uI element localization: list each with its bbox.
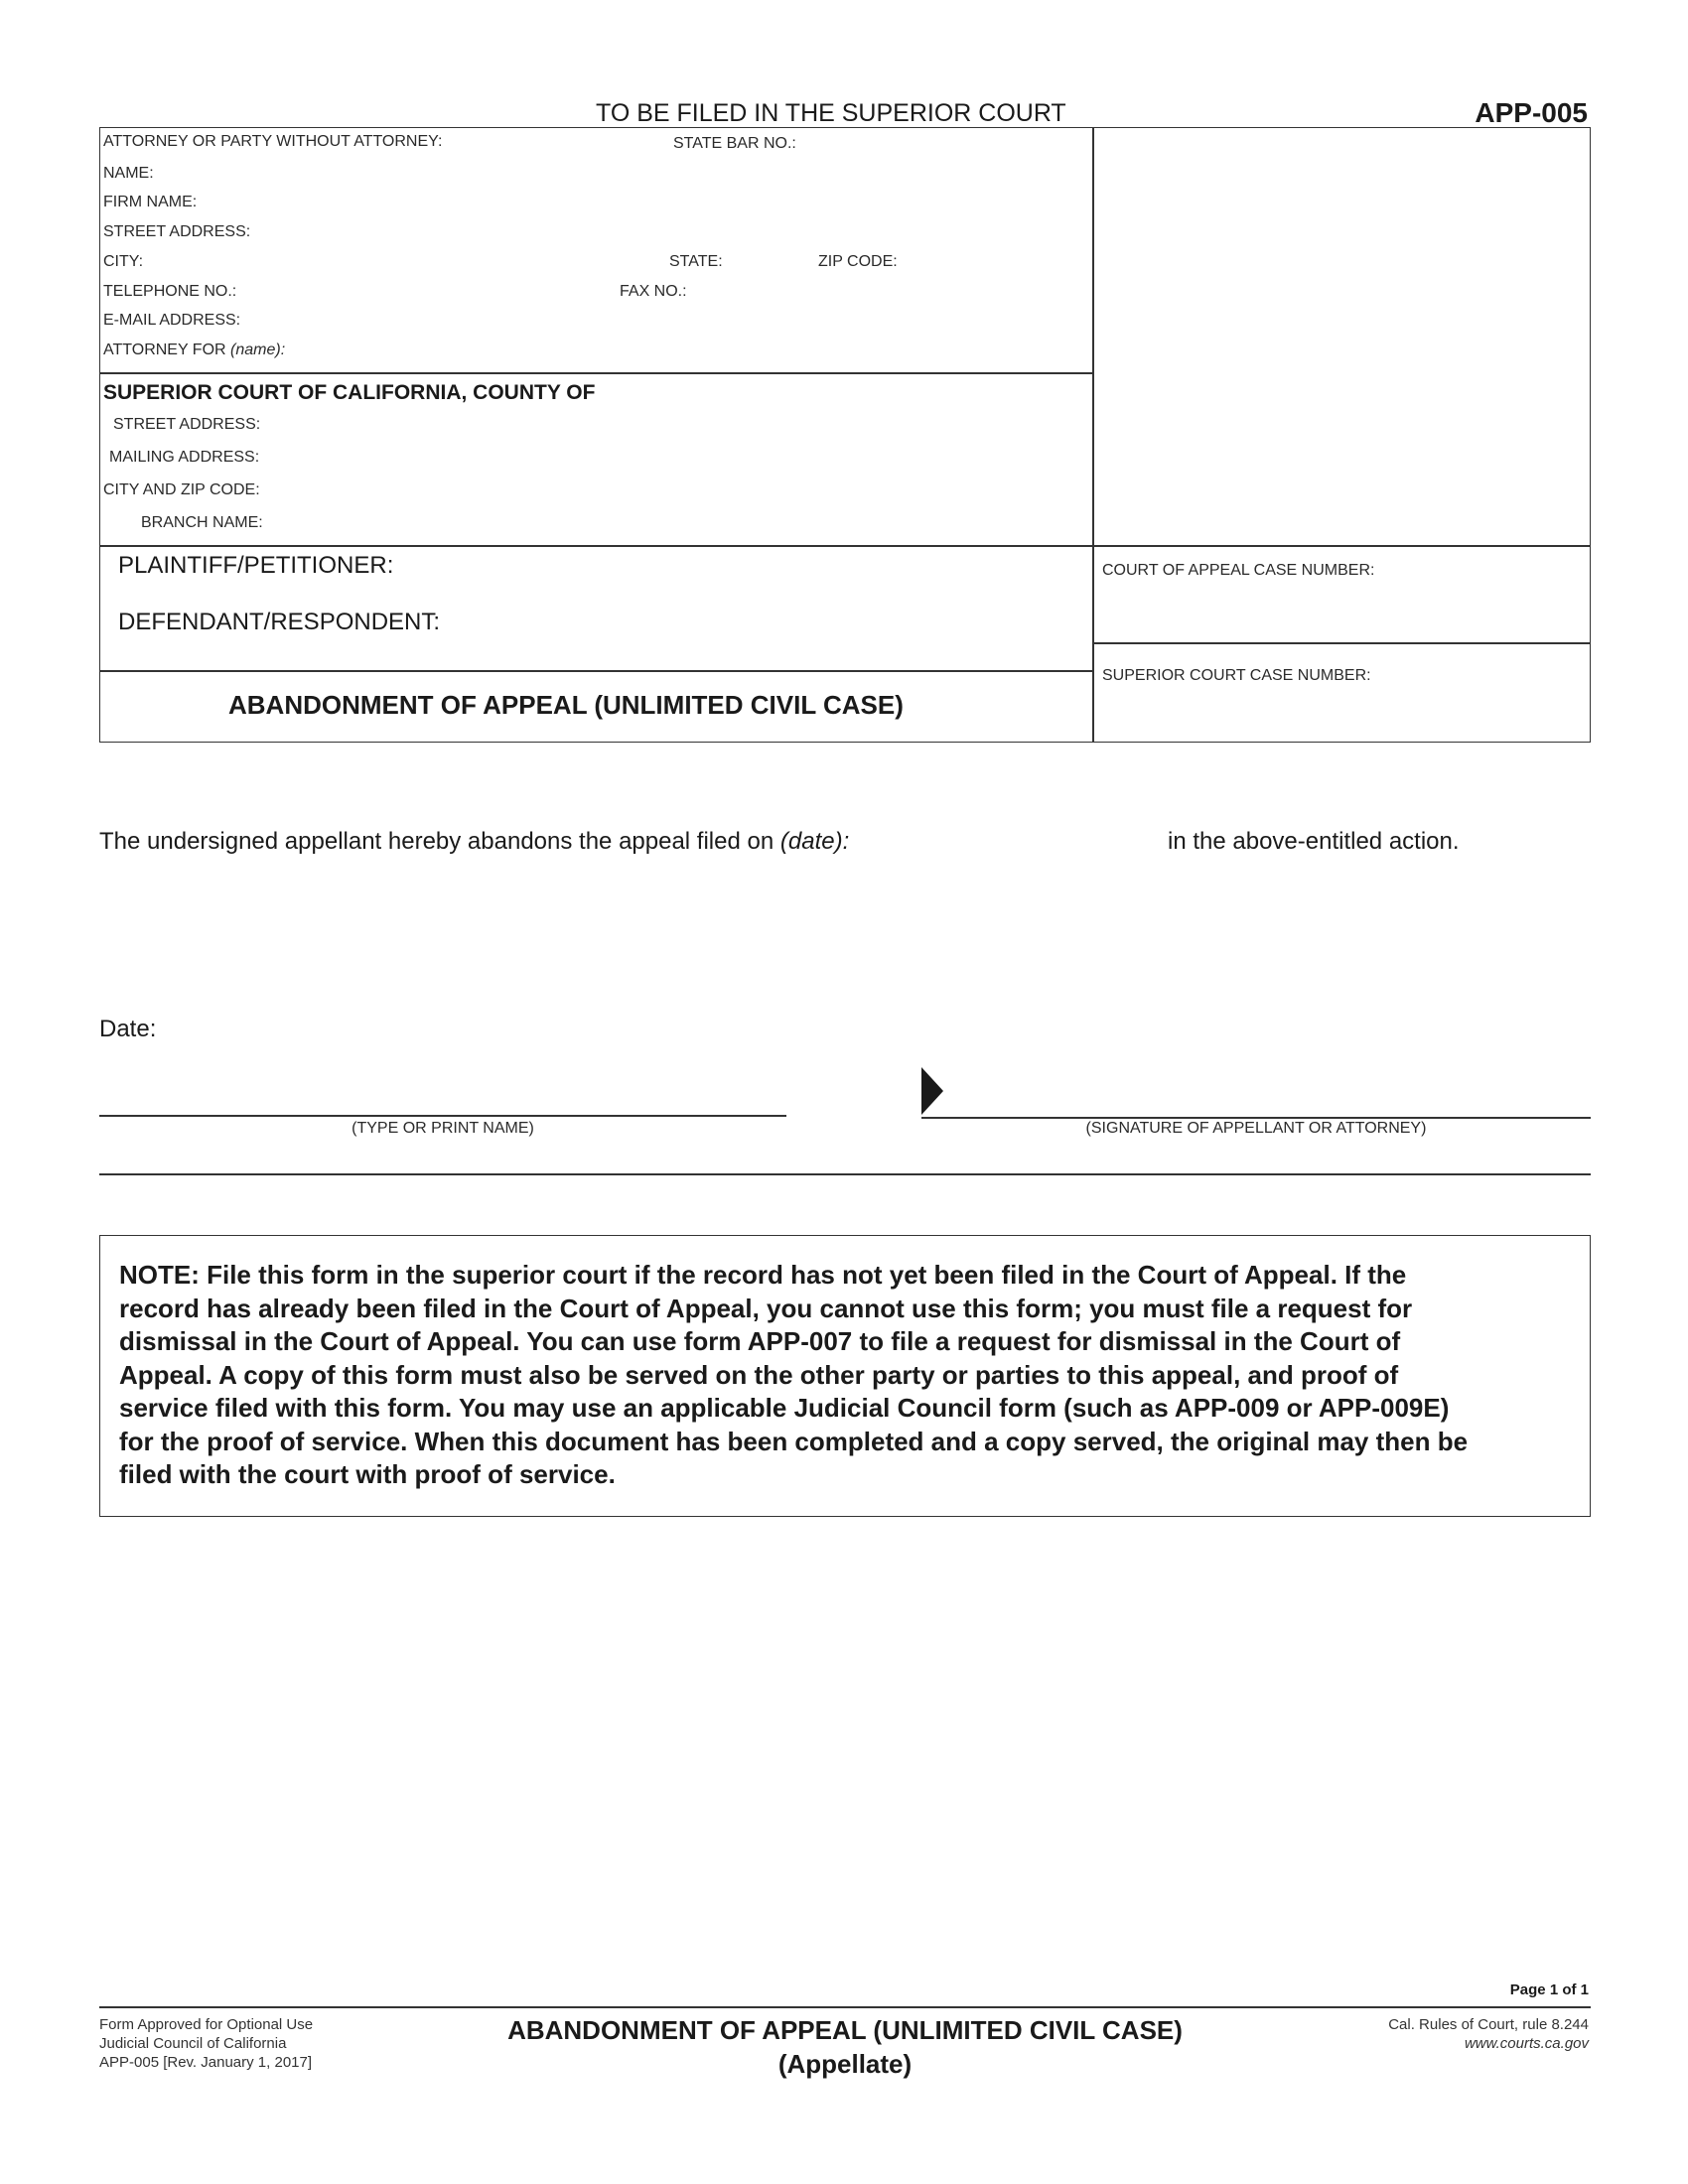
- document-title: ABANDONMENT OF APPEAL (UNLIMITED CIVIL CASE): [228, 690, 904, 720]
- fax-label: FAX NO.:: [620, 283, 687, 300]
- state-label: STATE:: [669, 253, 723, 270]
- divider-attorney-court: [99, 372, 1094, 374]
- footer-right: [1388, 2015, 1589, 2053]
- state-bar-label: STATE BAR NO.:: [673, 135, 796, 152]
- attorney-for-text: ATTORNEY FOR: [103, 341, 226, 358]
- court-mailing-address-label: MAILING ADDRESS:: [109, 449, 260, 466]
- superior-case-number-box: [1092, 642, 1591, 743]
- appeal-case-number-box: [1092, 545, 1591, 644]
- print-name-line: [99, 1115, 786, 1117]
- clerk-stamp-panel: [1092, 127, 1591, 547]
- court-branch-name-label: BRANCH NAME:: [141, 514, 263, 531]
- plaintiff-label: PLAINTIFF/PETITIONER:: [118, 552, 394, 579]
- footer-left: [99, 2015, 313, 2072]
- footer-left-line3: APP-005 [Rev. January 1, 2017]: [99, 2054, 313, 2071]
- attorney-or-party-label: ATTORNEY OR PARTY WITHOUT ATTORNEY:: [103, 133, 443, 150]
- page-number: Page 1 of 1: [1509, 1981, 1589, 1998]
- footer-left-line2: Judicial Council of California: [99, 2035, 287, 2052]
- defendant-label: DEFENDANT/RESPONDENT:: [118, 609, 441, 635]
- signature-caption: (SIGNATURE OF APPELLANT OR ATTORNEY): [1085, 1120, 1427, 1137]
- print-name-caption: (TYPE OR PRINT NAME): [352, 1120, 534, 1137]
- attorney-for-hint: (name):: [230, 341, 286, 358]
- footer-rule: [99, 2006, 1591, 2008]
- footer-rule-citation: Cal. Rules of Court, rule 8.244: [1388, 2016, 1589, 2033]
- superior-court-title: SUPERIOR COURT OF CALIFORNIA, COUNTY OF: [103, 381, 596, 404]
- abandon-date-hint: (date):: [779, 828, 850, 855]
- court-city-zip-label: CITY AND ZIP CODE:: [103, 481, 260, 498]
- appeal-case-number-label: COURT OF APPEAL CASE NUMBER:: [1102, 562, 1375, 579]
- abandon-statement-end: in the above-entitled action.: [1168, 828, 1460, 855]
- footer-title-line1: ABANDONMENT OF APPEAL (UNLIMITED CIVIL CASE): [507, 2015, 1183, 2045]
- name-label: NAME:: [103, 165, 154, 182]
- street-address-label: STREET ADDRESS:: [103, 223, 251, 240]
- zip-code-label: ZIP CODE:: [818, 253, 898, 270]
- date-label: Date:: [99, 1016, 157, 1042]
- attorney-for-label: [103, 341, 285, 359]
- city-label: CITY:: [103, 253, 144, 270]
- email-label: E-MAIL ADDRESS:: [103, 312, 241, 329]
- signature-arrow-icon: [921, 1067, 943, 1115]
- footer-title-line2: (Appellate): [777, 2049, 913, 2079]
- court-street-address-label: STREET ADDRESS:: [113, 416, 261, 433]
- footer-title: [483, 2013, 1207, 2081]
- abandon-statement-text: The undersigned appellant hereby abandons the appeal filed on: [99, 828, 774, 855]
- telephone-label: TELEPHONE NO.:: [103, 283, 237, 300]
- superior-case-number-label: SUPERIOR COURT CASE NUMBER:: [1102, 667, 1371, 684]
- abandon-statement-start: [99, 828, 849, 856]
- section-divider: [99, 1173, 1591, 1175]
- court-banner: TO BE FILED IN THE SUPERIOR COURT: [596, 99, 1066, 127]
- footer-left-line1: Form Approved for Optional Use: [99, 2016, 314, 2033]
- footer-website-link[interactable]: www.courts.ca.gov: [1464, 2035, 1589, 2052]
- note-text: NOTE: File this form in the superior court if the record has not yet been filed in the Court of Appeal. If the record has already been filed in the Court of Appeal, you cannot use this form; you must file a request for dismissal in the Court of Appeal. You can use form APP-007 to file a request for dismissal in the Court of Appeal. A copy of this form must also be served on the other party or parties to this appeal, and proof of service filed with this form. You may use an applicable Judicial Council form (such as APP-009 or APP-009E) for the proof of service. When this document has been completed and a copy served, the original may then be filed with the court with proof of service.: [119, 1260, 1469, 1489]
- signature-line: [921, 1117, 1591, 1119]
- firm-name-label: FIRM NAME:: [103, 194, 198, 210]
- form-number: APP-005: [1475, 97, 1588, 128]
